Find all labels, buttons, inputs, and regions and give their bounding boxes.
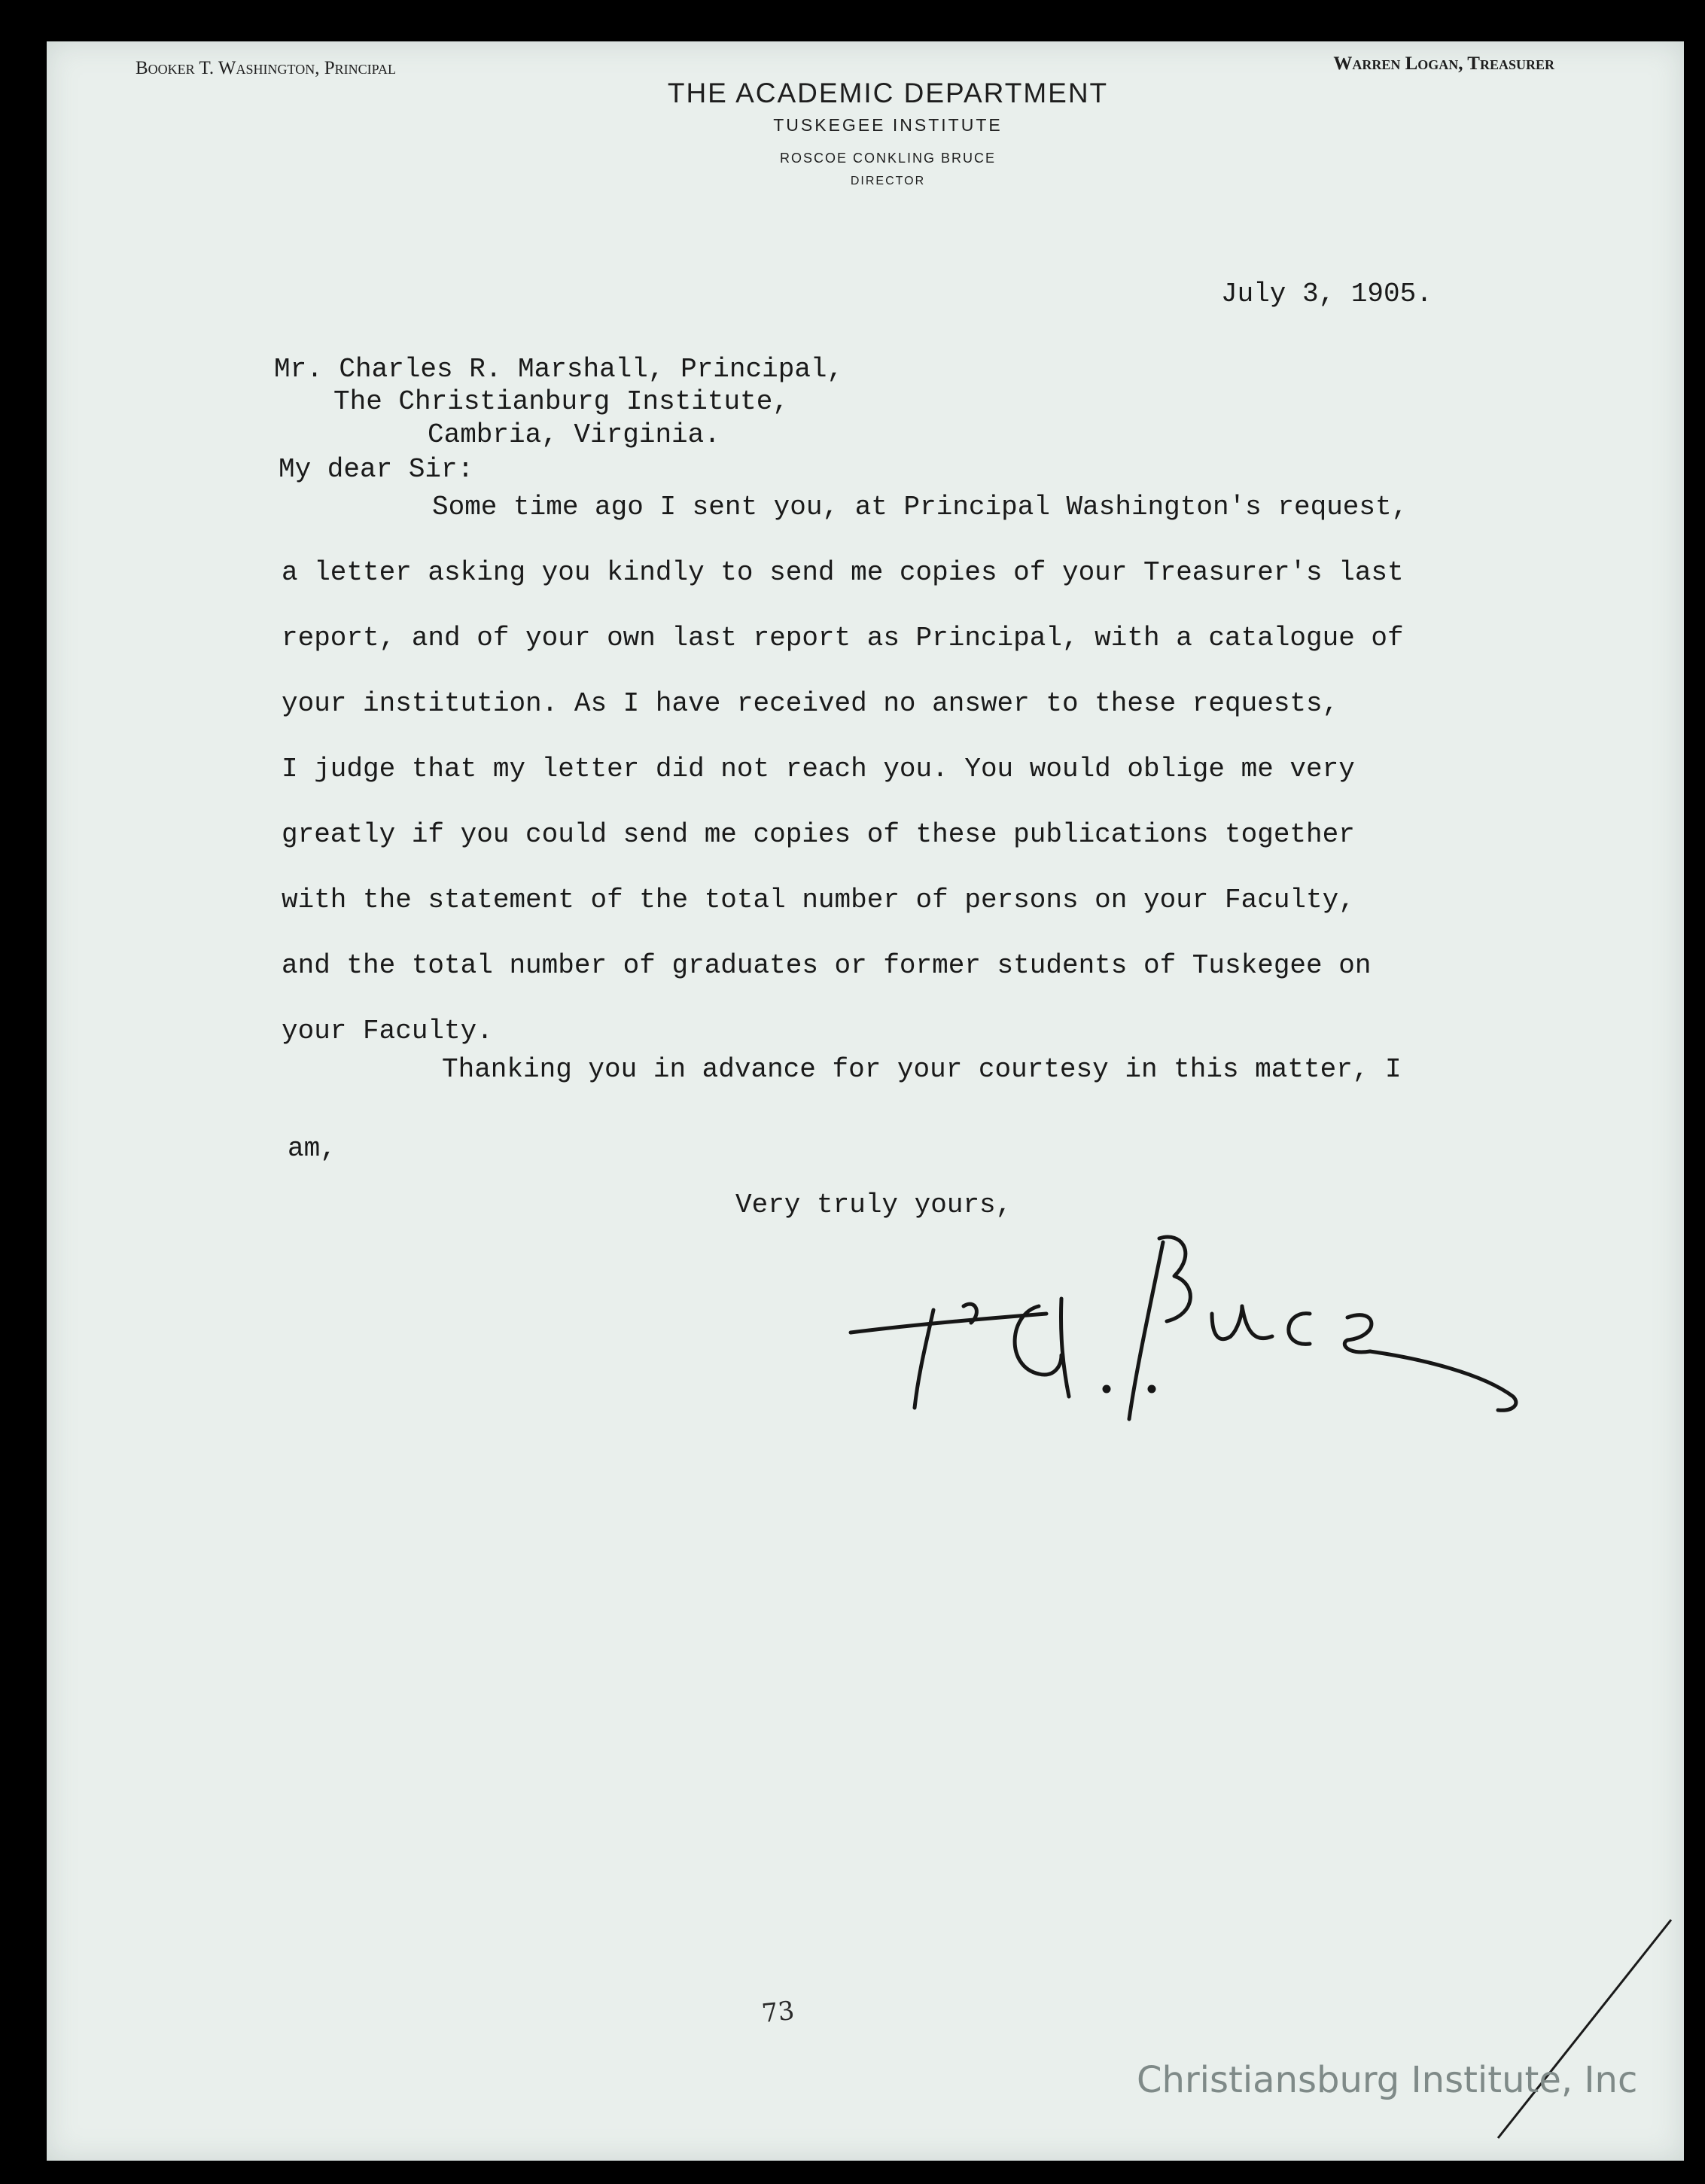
letterhead-treasurer: Warren Logan, Treasurer [1333, 53, 1554, 74]
letterhead-director-name: ROSCOE CONKLING BRUCE [779, 151, 997, 166]
body-line: a letter asking you kindly to send me copies of your Treasurer's last [282, 557, 1404, 588]
torn-corner-mark [1483, 1905, 1686, 2161]
body-line: I judge that my letter did not reach you. You would oblige me very [282, 754, 1355, 784]
closing-paragraph: Thanking you in advance for your courtesy in this matter, I [442, 1054, 1402, 1085]
body-line: greatly if you could send me copies of these publications together [282, 819, 1355, 850]
watermark: Christiansburg Institute, Inc [1137, 2059, 1638, 2101]
page-number: 73 [760, 1995, 796, 2030]
body-line: with the statement of the total number of persons on your Faculty, [282, 885, 1355, 915]
salutation: My dear Sir: [279, 454, 474, 485]
body-line: your institution. As I have received no answer to these requests, [282, 688, 1339, 719]
body-line: and the total number of graduates or former students of Tuskegee on [282, 950, 1372, 981]
letterhead-principal: Booker T. Washington, Principal [135, 58, 396, 78]
letterhead-institution: TUSKEGEE INSTITUTE [773, 115, 1003, 135]
body-line: Some time ago I sent you, at Principal Washington's request, [432, 492, 1408, 522]
closing-continuation: am, [288, 1133, 336, 1164]
letterhead-director-title: DIRECTOR [850, 175, 926, 187]
body-line: your Faculty. [282, 1016, 493, 1046]
letter-sheet [47, 41, 1684, 2161]
body-line: report, and of your own last report as Principal, with a catalogue of [282, 623, 1404, 653]
recipient-location: Cambria, Virginia. [428, 419, 720, 450]
recipient-institution: The Christianburg Institute, [333, 386, 789, 417]
complimentary-close: Very truly yours, [735, 1189, 1012, 1220]
letterhead-department: THE ACADEMIC DEPARTMENT [667, 78, 1109, 108]
signature [821, 1223, 1543, 1509]
recipient-name: Mr. Charles R. Marshall, Principal, [274, 354, 844, 385]
letter-date: July 3, 1905. [1221, 279, 1433, 309]
